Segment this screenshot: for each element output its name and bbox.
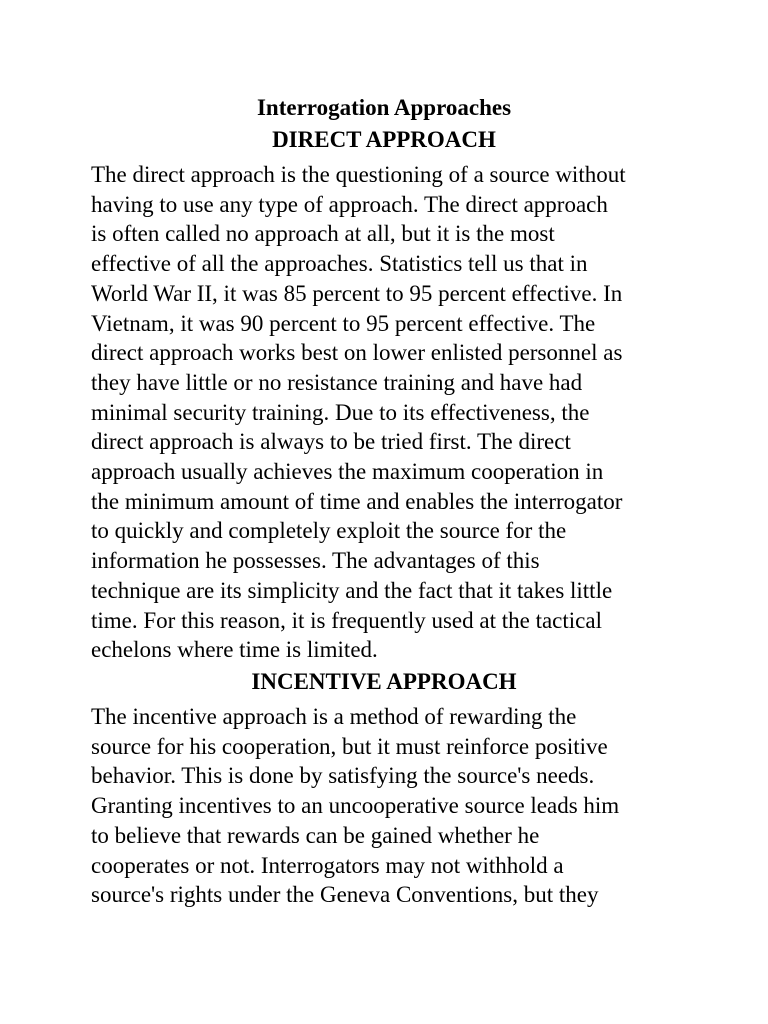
section-body-incentive-approach [91, 702, 691, 910]
text-line: effective of all the approaches. Statistics tell us that in [91, 251, 588, 277]
text-line: direct approach is always to be tried first. The direct [91, 429, 571, 455]
text-line: the minimum amount of time and enables the interrogator [91, 488, 623, 514]
text-line: cooperates or not. Interrogators may not withhold a [91, 852, 564, 878]
text-line: behavior. This is done by satisfying the source's needs. [91, 763, 595, 789]
text-line: World War II, it was 85 percent to 95 percent effective. In [91, 280, 623, 306]
section-heading-direct-approach: DIRECT APPROACH [272, 127, 496, 152]
text-line: having to use any type of approach. The direct approach [91, 191, 608, 217]
text-line: source's rights under the Geneva Conventions, but they [91, 882, 599, 908]
document-title: Interrogation Approaches [256, 95, 512, 120]
text-line: approach usually achieves the maximum cooperation in [91, 459, 604, 485]
section-heading-incentive-approach: INCENTIVE APPROACH [251, 669, 517, 694]
text-line: direct approach works best on lower enlisted personnel as [91, 340, 623, 366]
text-line: technique are its simplicity and the fact that it takes little [91, 577, 613, 603]
text-line: time. For this reason, it is frequently used at the tactical [91, 607, 602, 633]
text-line: The direct approach is the questioning of a source without [91, 162, 626, 187]
text-line: source for his cooperation, but it must reinforce positive [91, 733, 608, 759]
text-line: The incentive approach is a method of rewarding the [91, 704, 577, 729]
text-line: Granting incentives to an uncooperative source leads him [91, 793, 620, 819]
text-line: Vietnam, it was 90 percent to 95 percent effective. The [91, 310, 596, 336]
text-line: to quickly and completely exploit the source for the [91, 518, 567, 544]
text-line: is often called no approach at all, but it is the most [91, 221, 555, 247]
text-line: they have little or no resistance training and have had [91, 369, 583, 395]
text-line: minimal security training. Due to its effectiveness, the [91, 399, 590, 425]
text-line: to believe that rewards can be gained whether he [91, 822, 540, 848]
text-line: information he possesses. The advantages of this [91, 548, 540, 574]
section-body-direct-approach [91, 160, 691, 665]
text-line: echelons where time is limited. [91, 637, 378, 663]
